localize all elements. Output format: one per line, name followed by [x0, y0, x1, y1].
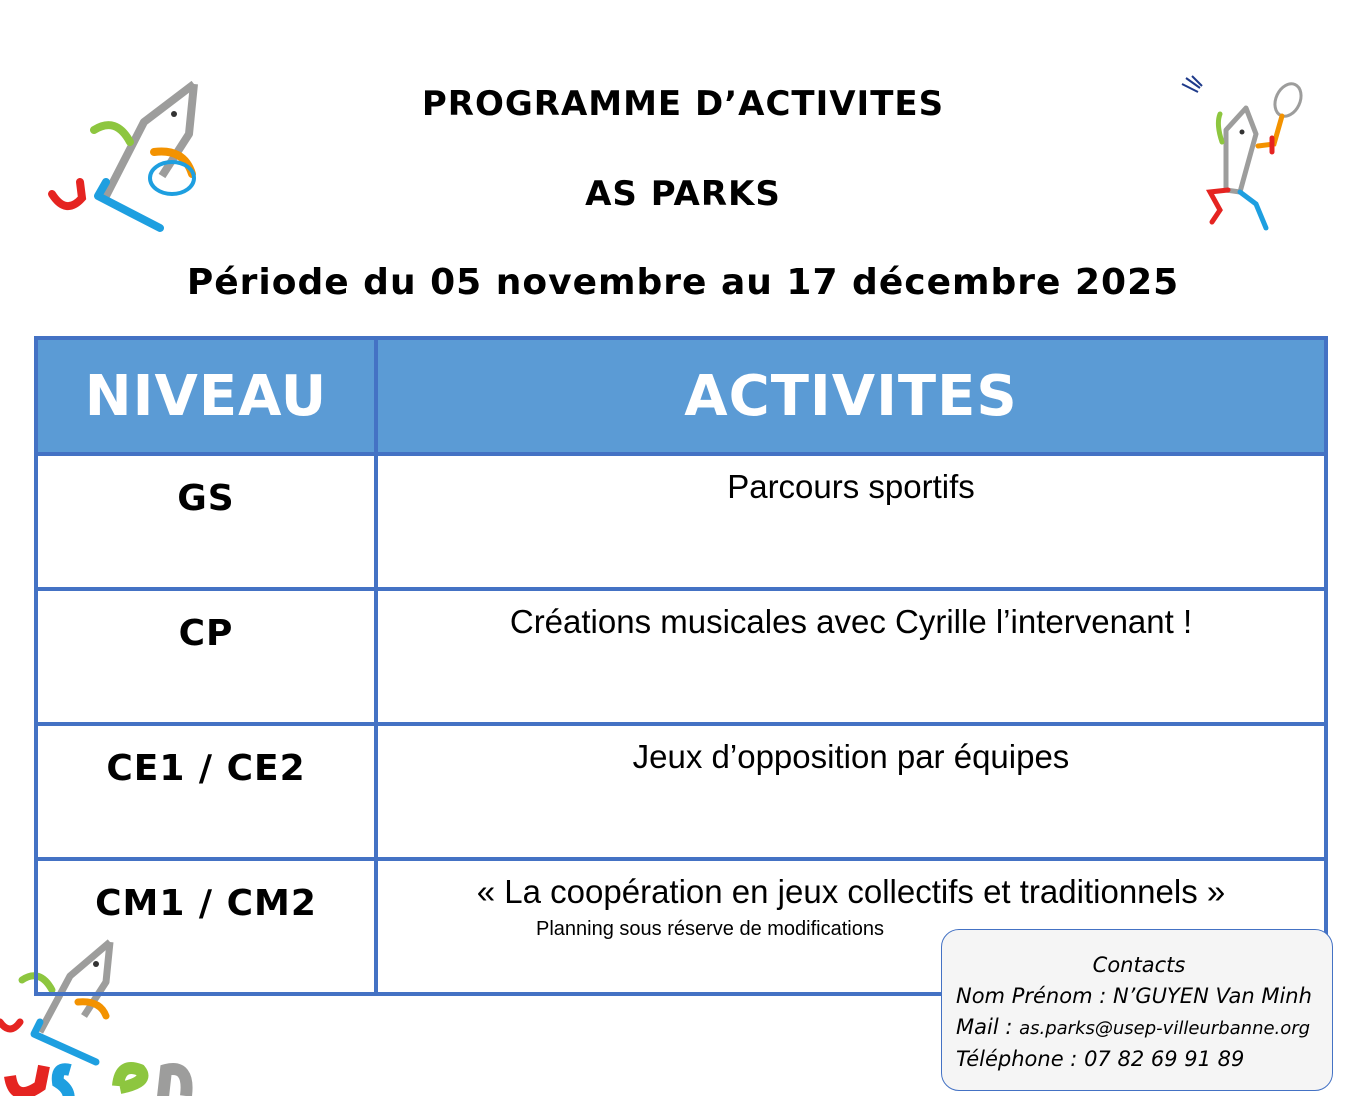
table-row [36, 589, 1326, 724]
column-header-activites: ACTIVITES [376, 338, 1326, 454]
cell-niveau: CM1 / CM2 [36, 859, 376, 994]
footer-note: Planning sous réserve de modifications [536, 918, 884, 940]
cell-activite: « La coopération en jeux collectifs et traditionnels » [376, 859, 1326, 994]
contact-name-line [956, 981, 1332, 1012]
contact-phone-label: Téléphone : [956, 1047, 1085, 1071]
page-title: PROGRAMME D’ACTIVITES [421, 84, 945, 124]
period-title: Période du 05 novembre au 17 décembre 2025 [186, 262, 1180, 303]
contact-phone-value: 07 82 69 91 89 [1084, 1047, 1245, 1071]
table-row [36, 454, 1326, 589]
contact-phone-line [956, 1044, 1332, 1075]
contacts-box [941, 929, 1333, 1091]
contact-mail-value[interactable]: as.parks@usep-villeurbanne.org [1019, 1018, 1311, 1039]
activities-table [34, 336, 1328, 996]
contact-mail-line [956, 1012, 1332, 1044]
contact-name-value: N’GUYEN Van Minh [1112, 984, 1312, 1008]
contact-name-label: Nom Prénom : [956, 984, 1113, 1008]
table-row [36, 724, 1326, 859]
cell-activite: Jeux d’opposition par équipes [376, 724, 1326, 859]
column-header-niveau: NIVEAU [36, 338, 376, 454]
table-header-row [36, 338, 1326, 454]
cell-activite: Créations musicales avec Cyrille l’intervenant ! [376, 589, 1326, 724]
cell-niveau: CE1 / CE2 [36, 724, 376, 859]
cell-niveau: CP [36, 589, 376, 724]
contact-mail-label: Mail : [956, 1015, 1020, 1039]
page-subtitle: AS PARKS [585, 174, 781, 214]
contacts-title: Contacts [1092, 953, 1186, 977]
cell-activite: Parcours sportifs [376, 454, 1326, 589]
cell-niveau: GS [36, 454, 376, 589]
